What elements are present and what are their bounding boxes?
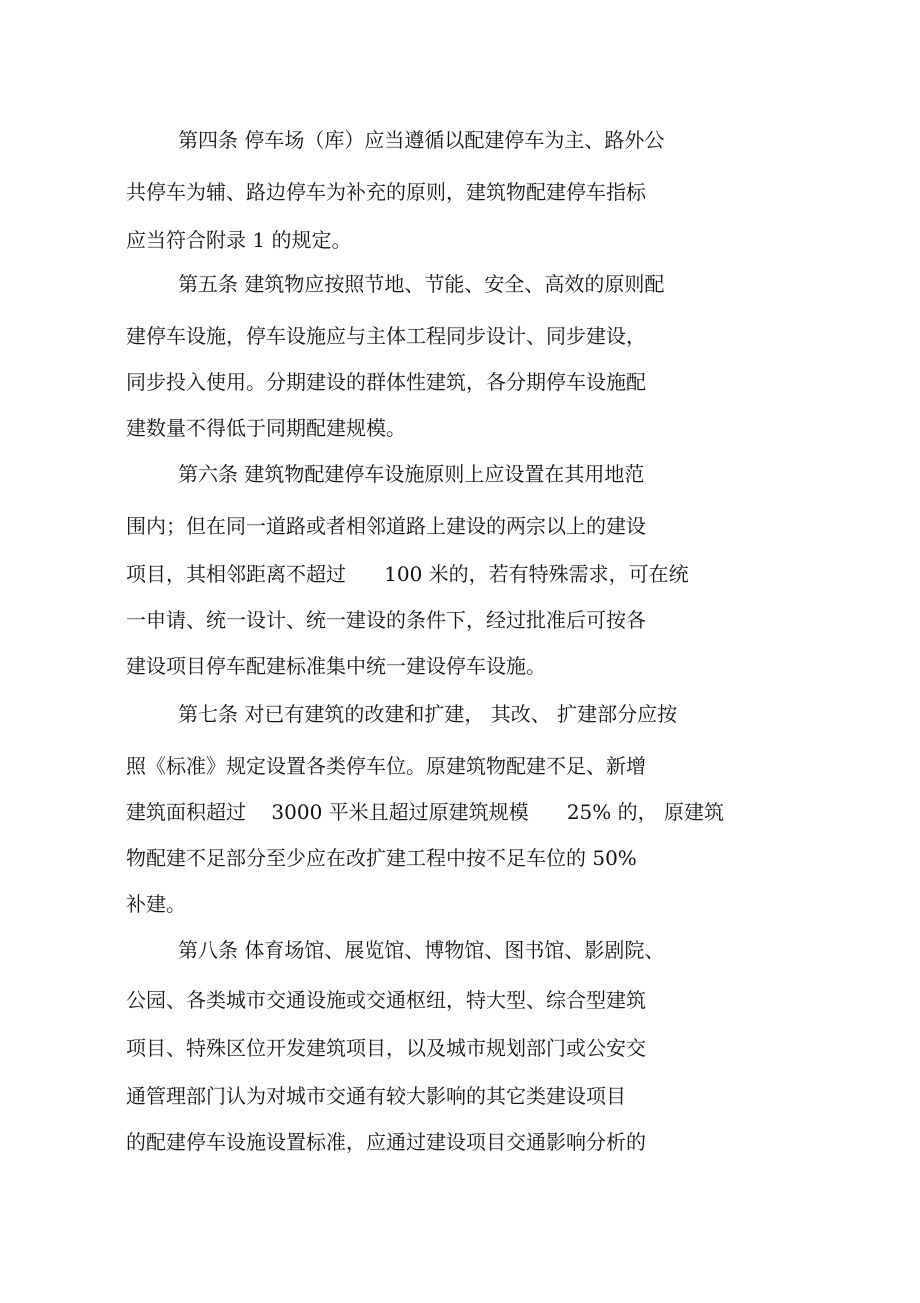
- text-line: 公园、各类城市交通设施或交通枢纽，特大型、综合型建筑: [126, 988, 646, 1012]
- text-line: 同步投入使用。分期建设的群体性建筑，各分期停车设施配: [126, 370, 646, 394]
- text-line: 建筑面积超过 3000 平米且超过原建筑规模 25% 的， 原建筑: [126, 800, 724, 824]
- text-line: 通管理部门认为对城市交通有较大影响的其它类建设项目: [126, 1084, 626, 1108]
- text-line: 第六条 建筑物配建停车设施原则上应设置在其用地范: [178, 462, 645, 486]
- text-line: 第四条 停车场（库）应当遵循以配建停车为主、路外公: [178, 128, 665, 152]
- text-line: 建设项目停车配建标准集中统一建设停车设施。: [126, 654, 546, 678]
- text-line: 项目，其相邻距离不超过 100 米的，若有特殊需求，可在统: [126, 562, 689, 586]
- text-line: 物配建不足部分至少应在改扩建工程中按不足车位的 50%: [126, 846, 637, 870]
- text-line: 围内；但在同一道路或者相邻道路上建设的两宗以上的建设: [126, 514, 646, 538]
- text-line: 应当符合附录 1 的规定。: [126, 228, 352, 252]
- text-line: 项目、特殊区位开发建筑项目，以及城市规划部门或公安交: [126, 1036, 646, 1060]
- text-line: 第八条 体育场馆、展览馆、博物馆、图书馆、影剧院、: [178, 938, 665, 962]
- text-line: 补建。: [126, 892, 186, 916]
- text-line: 的配建停车设施设置标准，应通过建设项目交通影响分析的: [126, 1130, 646, 1154]
- text-line: 照《标准》规定设置各类停车位。原建筑物配建不足、新增: [126, 754, 646, 778]
- text-line: 建数量不得低于同期配建规模。: [126, 416, 406, 440]
- text-line: 共停车为辅、路边停车为补充的原则，建筑物配建停车指标: [126, 180, 646, 204]
- text-line: 一申请、统一设计、统一建设的条件下，经过批准后可按各: [126, 608, 646, 632]
- text-line: 建停车设施，停车设施应与主体工程同步设计、同步建设，: [126, 324, 646, 348]
- text-line: 第七条 对已有建筑的改建和扩建， 其改、 扩建部分应按: [178, 702, 678, 726]
- text-line: 第五条 建筑物应按照节地、节能、安全、高效的原则配: [178, 272, 665, 296]
